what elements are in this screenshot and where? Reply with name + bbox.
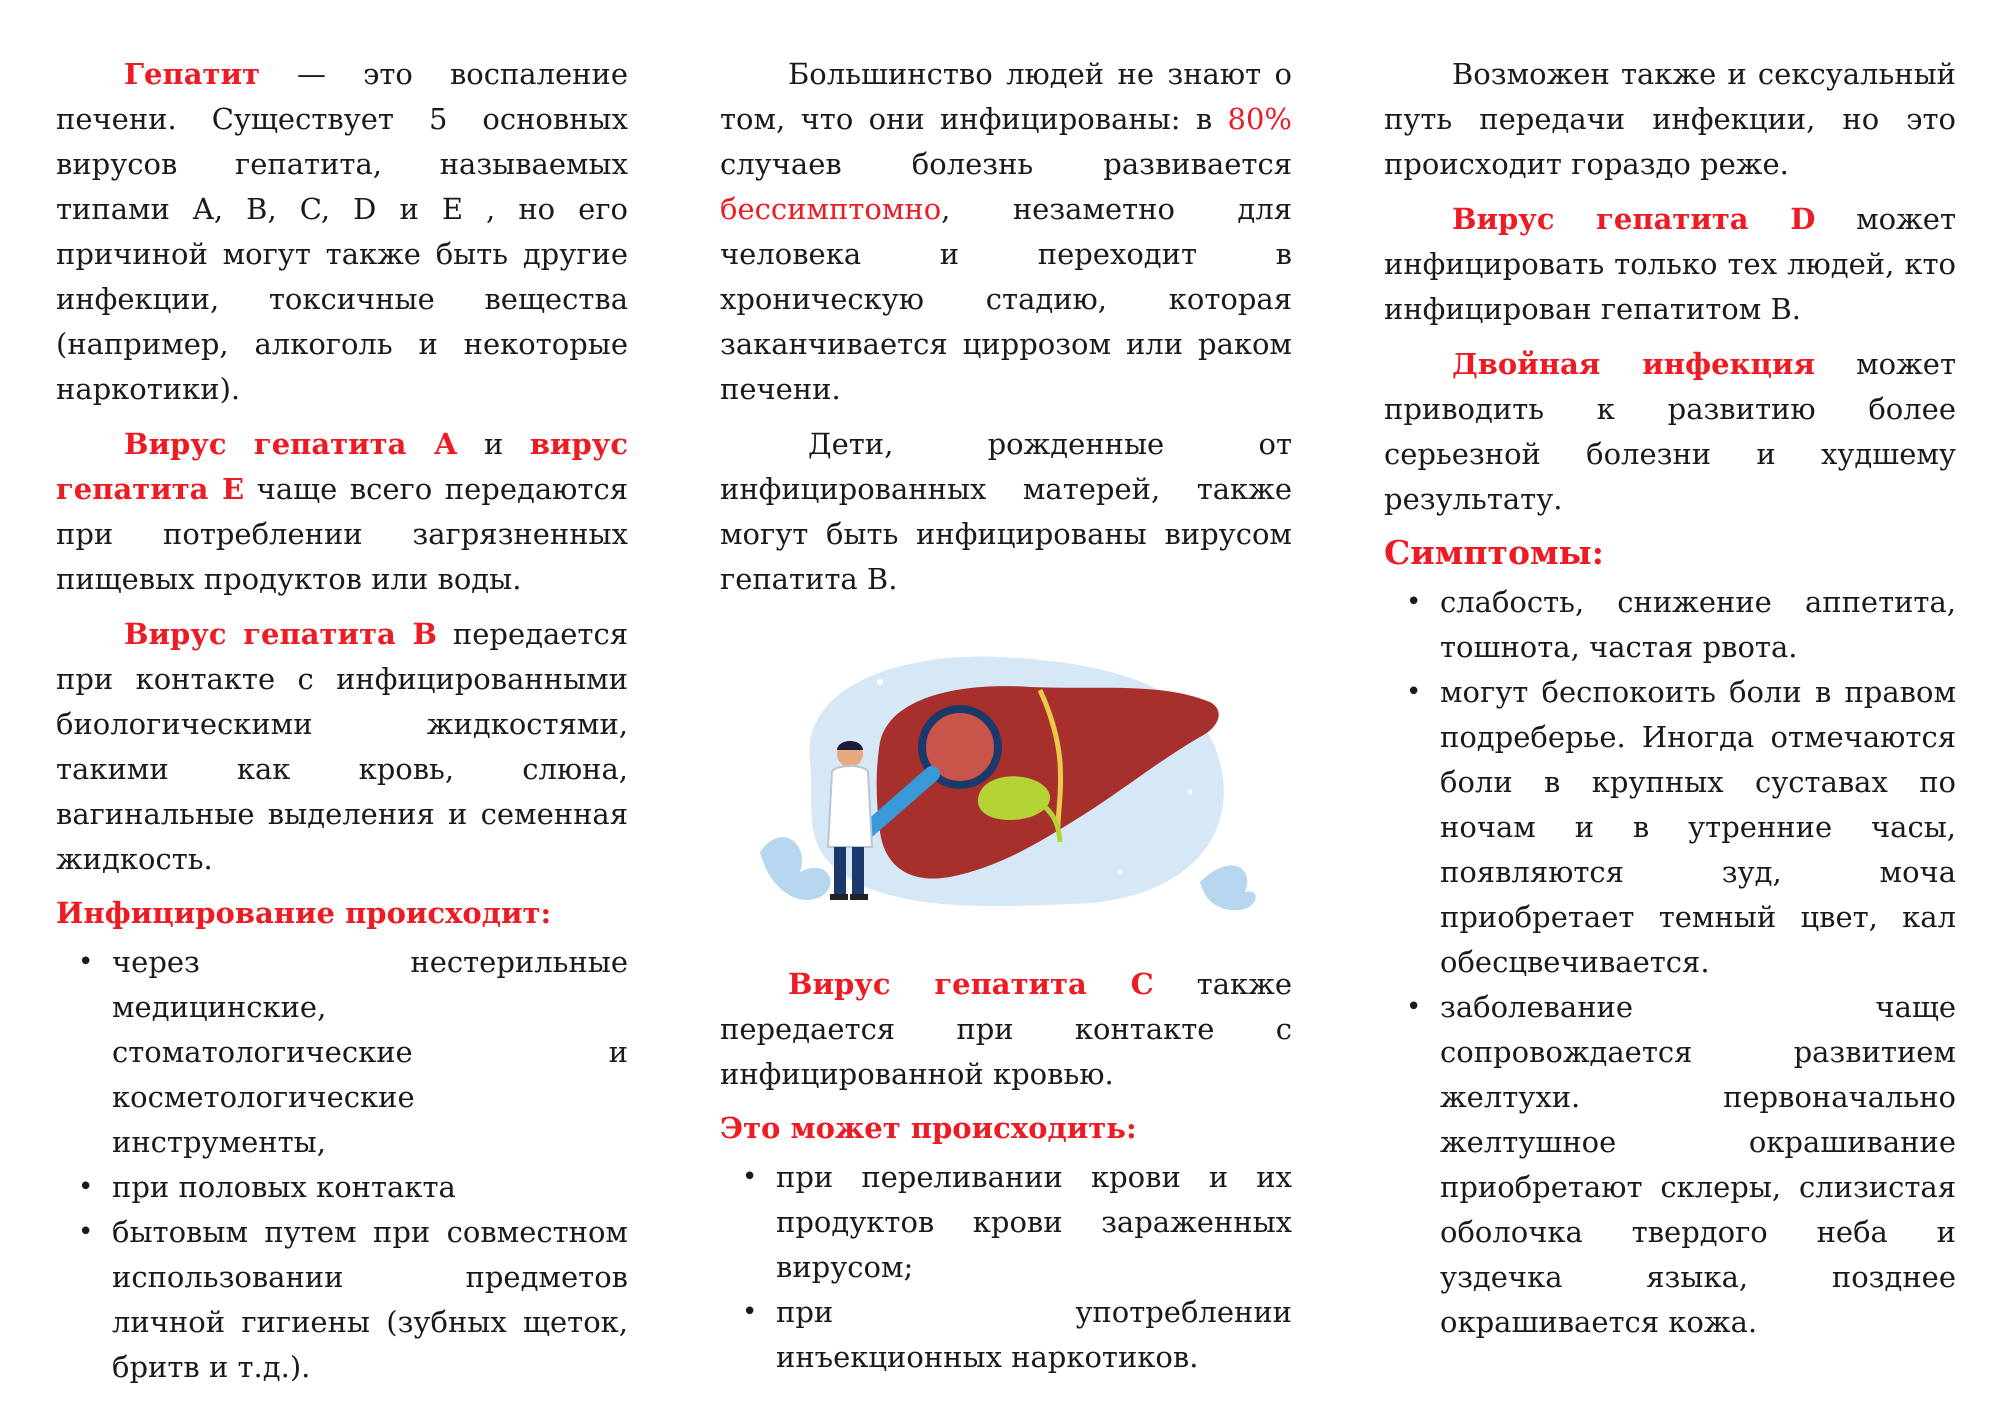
- asymptomatic-paragraph: Большинство людей не знают о том, что они инфицированы: в 80% случаев болезнь развивается бессимптомно, незаметно для человека и переходит в хроническую стадию, которая заканчивается циррозом или раком печени.: [720, 57, 1292, 406]
- sexual-transmission-paragraph: Возможен также и сексуальный путь передачи инфекции, но это происходит гораздо реже.: [1384, 57, 1956, 181]
- hepatitis-c-paragraph: Вирус гепатита С также передается при контакте с инфицированной кровью.: [720, 967, 1292, 1091]
- bullet-icon: •: [78, 1172, 94, 1202]
- list-item: • при переливании крови и их продуктов крови зараженных вирусом;: [720, 1155, 1292, 1290]
- intro-text: — это воспаление печени. Существует 5 основных вирусов гепатита, называемых типами A, B, C, D и E , но его причиной могут также быть другие инфекции, токсичные вещества (например, алкоголь и некоторые наркотики).: [56, 57, 628, 406]
- column-middle: [720, 52, 1292, 1386]
- a-e-text: чаще всего передаются при потреблении загрязненных пищевых продуктов или воды.: [56, 472, 628, 596]
- b-text: передается при контакте с инфицированными биологическими жидкостями, такими как кровь, слюна, вагинальные выделения и семенная жидкость.: [56, 617, 628, 876]
- liver-illustration: [740, 642, 1260, 922]
- transmission-heading: Это может происходить:: [720, 1111, 1137, 1145]
- bullet-icon: •: [742, 1297, 758, 1327]
- list-item: • могут беспокоить боли в правом подреберье. Иногда отмечаются боли в крупных суставах по ночам и в утренние часы, появляются зуд, моча приобретает темный цвет, кал обесцвечивается.: [1384, 670, 1956, 985]
- infection-list: [56, 940, 628, 1390]
- virus-e-label: вирус гепатита Е: [56, 427, 628, 506]
- hepatitis-a-e-paragraph: [56, 422, 628, 602]
- virus-d-label: Вирус гепатита D: [1452, 202, 1816, 236]
- list-item: • через нестерильные медицинские, стоматологические и косметологические инструменты,: [56, 940, 628, 1165]
- list-item: • при употреблении инъекционных наркотиков.: [720, 1290, 1292, 1380]
- list-item: • заболевание чаще сопровождается развитием желтухи. первоначально желтушное окрашивание приобретают склеры, слизистая оболочка твердого неба и уздечка языка, позднее окрашивается кожа.: [1384, 985, 1956, 1345]
- virus-a-label: Вирус гепатита А: [124, 427, 458, 461]
- bullet-icon: •: [78, 947, 94, 977]
- and-text: и: [457, 427, 530, 461]
- column-right: [1384, 52, 1956, 1351]
- double-infection-label: Двойная инфекция: [1452, 347, 1815, 381]
- bullet-icon: •: [1406, 677, 1422, 707]
- infection-heading: Инфицирование происходит:: [56, 896, 552, 930]
- intro-paragraph: [56, 52, 628, 412]
- virus-b-label: Вирус гепатита В: [124, 617, 438, 651]
- list-item: • слабость, снижение аппетита, тошнота, частая рвота.: [1384, 580, 1956, 670]
- hepatitis-d-paragraph: Вирус гепатита D может инфицировать только тех людей, кто инфицирован гепатитом В.: [1384, 202, 1956, 326]
- splash-right: [1200, 865, 1256, 910]
- double-infection-paragraph: Двойная инфекция может приводить к развитию более серьезной болезни и худшему результату.: [1384, 347, 1956, 516]
- symptoms-list: [1384, 580, 1956, 1345]
- list-item: • при половых контакта: [56, 1165, 628, 1210]
- bullet-icon: •: [742, 1162, 758, 1192]
- list-item: • бытовым путем при совместном использовании предметов личной гигиены (зубных щеток, бритв и т.д.).: [56, 1210, 628, 1390]
- children-paragraph: Дети, рожденные от инфицированных матерей, также могут быть инфицированы вирусом гепатита В.: [720, 427, 1292, 596]
- hepatitis-b-paragraph: [56, 612, 628, 882]
- asymptomatic-word: бессимптомно: [720, 192, 942, 226]
- virus-c-label: Вирус гепатита С: [788, 967, 1154, 1001]
- transmission-list: [720, 1155, 1292, 1380]
- bullet-icon: •: [78, 1217, 94, 1247]
- term-hepatitis: Гепатит: [124, 57, 260, 91]
- symptoms-heading: Симптомы:: [1384, 533, 1604, 572]
- bullet-icon: •: [1406, 992, 1422, 1022]
- column-left: [56, 52, 628, 1396]
- percent-80: 80%: [1227, 102, 1292, 136]
- bullet-icon: •: [1406, 587, 1422, 617]
